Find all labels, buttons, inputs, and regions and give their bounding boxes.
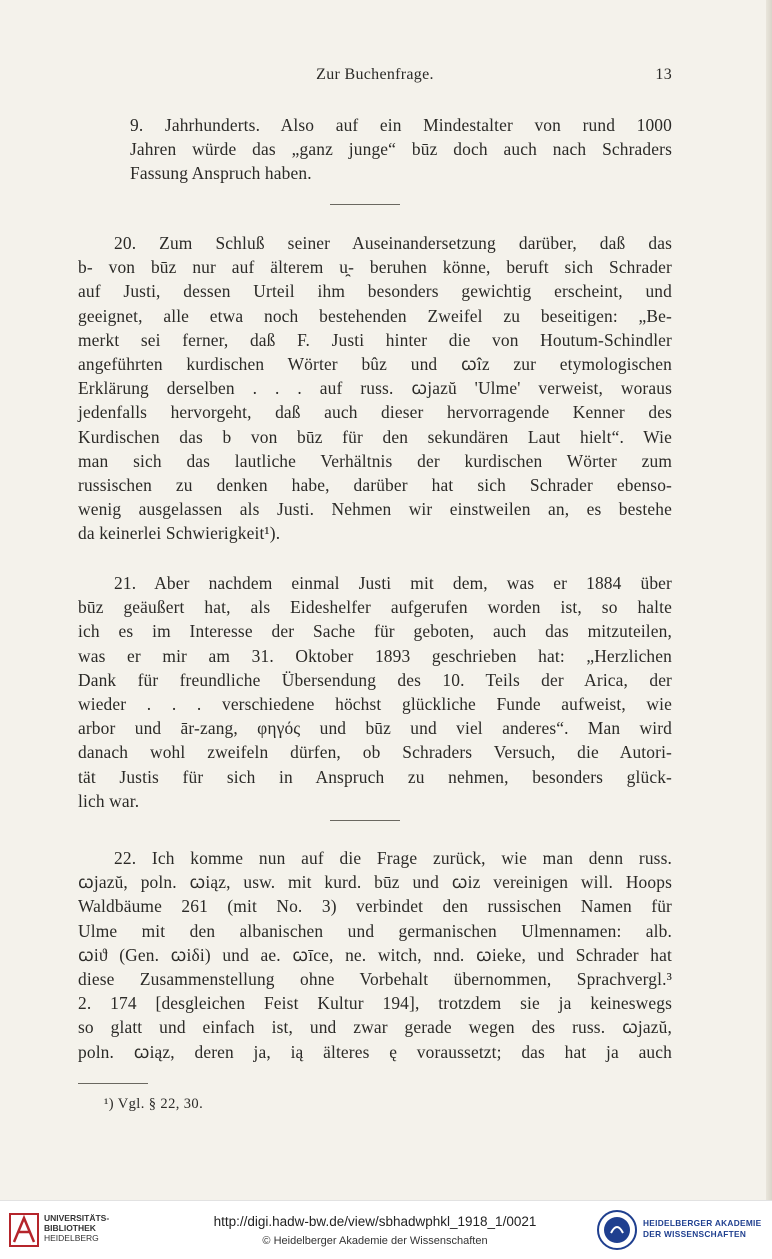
text-line: poln. ꞷiąz, deren ja, ią älteres ę voraussetzt; das hat ja auch <box>78 1041 672 1062</box>
text-line: 21. Aber nachdem einmal Justi mit dem, was er 1884 über <box>114 573 672 593</box>
academy-name-line: HEIDELBERGER AKADEMIE <box>643 1218 762 1228</box>
text-line: diese Zusammenstellung ohne Vorbehalt übernommen, Sprachvergl.³ <box>78 968 672 989</box>
text-line: Jahren würde das „ganz junge“ būz doch auch nach Schraders <box>130 139 672 160</box>
text-line: lich war. <box>78 790 140 811</box>
text-line: b- von būz nur auf älterem u̯- beruhen könne, beruft sich Schrader <box>78 257 672 278</box>
text-line: wenig ausgelassen als Justi. Nehmen wir einstweilen an, es bestehe <box>78 499 672 520</box>
text-line: Fassung Anspruch haben. <box>130 163 312 184</box>
page-number: 13 <box>655 66 672 83</box>
text-line: merkt sei ferner, daß F. Justi hinter die von Houtum-Schindler <box>78 329 672 350</box>
text-line: ꞷjazŭ, poln. ꞷiąz, usw. mit kurd. būz und ꞷiz vereinigen will. Hoops <box>78 872 672 893</box>
paragraph-20 <box>78 231 672 545</box>
text-line: ꞷiϑ (Gen. ꞷiδi) und ae. ꞷīce, ne. witch, nnd. ꞷieke, und Schrader hat <box>78 944 672 965</box>
text-line: ich es im Interesse der Sache für geboten, auch das mitzuteilen, <box>78 621 672 642</box>
text-line: auf Justi, dessen Urteil ihm besonders gewichtig erscheint, und <box>78 281 672 302</box>
page-edge <box>766 0 772 1200</box>
paragraph-continued <box>78 113 672 186</box>
footnote: ¹) Vgl. § 22, 30. <box>104 1096 204 1112</box>
text-line: da keinerlei Schwierigkeit¹). <box>78 523 281 544</box>
section-separator <box>330 820 400 821</box>
text-line: Dank für freundliche Übersendung des 10. Teils der Arica, der <box>78 669 672 690</box>
text-line: so glatt und einfach ist, und zwar gerade wegen des russ. ꞷjazŭ, <box>78 1017 672 1038</box>
text-line: 9. Jahrhunderts. Also auf ein Mindestalter von rund 1000 <box>130 115 672 135</box>
text-line: Erklärung derselben . . . auf russ. ꞷjazŭ 'Ulme' verweist, woraus <box>78 378 672 399</box>
library-name-line: UNIVERSITÄTS- <box>44 1213 110 1223</box>
university-library-logo-icon <box>8 1210 42 1250</box>
text-line: was er mir am 31. Oktober 1893 geschrieben hat: „Herzlichen <box>78 645 672 666</box>
text-line: 20. Zum Schluß seiner Auseinandersetzung darüber, daß das <box>114 233 672 253</box>
text-line: 22. Ich komme nun auf die Frage zurück, wie man denn russ. <box>114 848 672 868</box>
viewer-footer <box>0 1200 772 1259</box>
text-line: 2. 174 [desgleichen Feist Kultur 194], trotzdem sie ja keineswegs <box>78 993 672 1014</box>
academy-name <box>643 1218 761 1240</box>
copyright-notice: © Heidelberger Akademie der Wissenschaften <box>262 1235 488 1247</box>
text-line: man sich das lautliche Verhältnis der kurdischen Wörter zum <box>78 450 672 471</box>
library-name-line: HEIDELBERG <box>44 1233 99 1243</box>
text-line: wieder . . . verschiedene höchst glückliche Funde aufweist, wie <box>78 693 672 714</box>
academy-name-line: DER WISSENSCHAFTEN <box>643 1229 747 1239</box>
paragraph-21 <box>78 571 672 813</box>
paragraph-22 <box>78 846 672 1064</box>
text-line: Kurdischen das b von būz für den sekundären Laut hielt“. Wie <box>78 426 672 447</box>
library-name-line: BIBLIOTHEK <box>44 1223 96 1233</box>
running-title: Zur Buchenfrage. <box>316 66 434 83</box>
section-separator <box>330 204 400 205</box>
text-line: jedenfalls hervorgeht, daß auch dieser hervorragende Kenner des <box>78 402 672 423</box>
text-line: tät Justis für sich in Anspruch zu nehmen, besonders glück- <box>78 766 672 787</box>
text-line: geeignet, alle etwa noch bestehenden Zweifel zu beseitigen: „Be- <box>78 305 672 326</box>
text-line: angeführten kurdischen Wörter bûz und ꞷîz zur etymologischen <box>78 353 672 374</box>
text-line: russischen zu denken habe, darüber hat sich Schrader ebenso- <box>78 474 672 495</box>
text-line: Ulme mit den albanischen und germanischen Ulmennamen: alb. <box>78 920 672 941</box>
text-line: danach wohl zweifeln dürfen, ob Schraders Versuch, die Autori- <box>78 742 672 763</box>
text-line: būz geäußert hat, als Eideshelfer aufgerufen worden ist, so halte <box>78 597 672 618</box>
text-line: Waldbäume 261 (mit No. 3) verbindet den russischen Namen für <box>78 896 672 917</box>
library-name <box>44 1213 109 1243</box>
footnote-rule <box>78 1083 148 1084</box>
academy-seal-icon <box>596 1209 638 1251</box>
text-line: arbor und ār-zang, φηγός und būz und viel anderes“. Man wird <box>78 718 672 739</box>
permalink-url[interactable]: http://digi.hadw-bw.de/view/sbhadwphkl_1918_1/0021 <box>213 1214 537 1229</box>
